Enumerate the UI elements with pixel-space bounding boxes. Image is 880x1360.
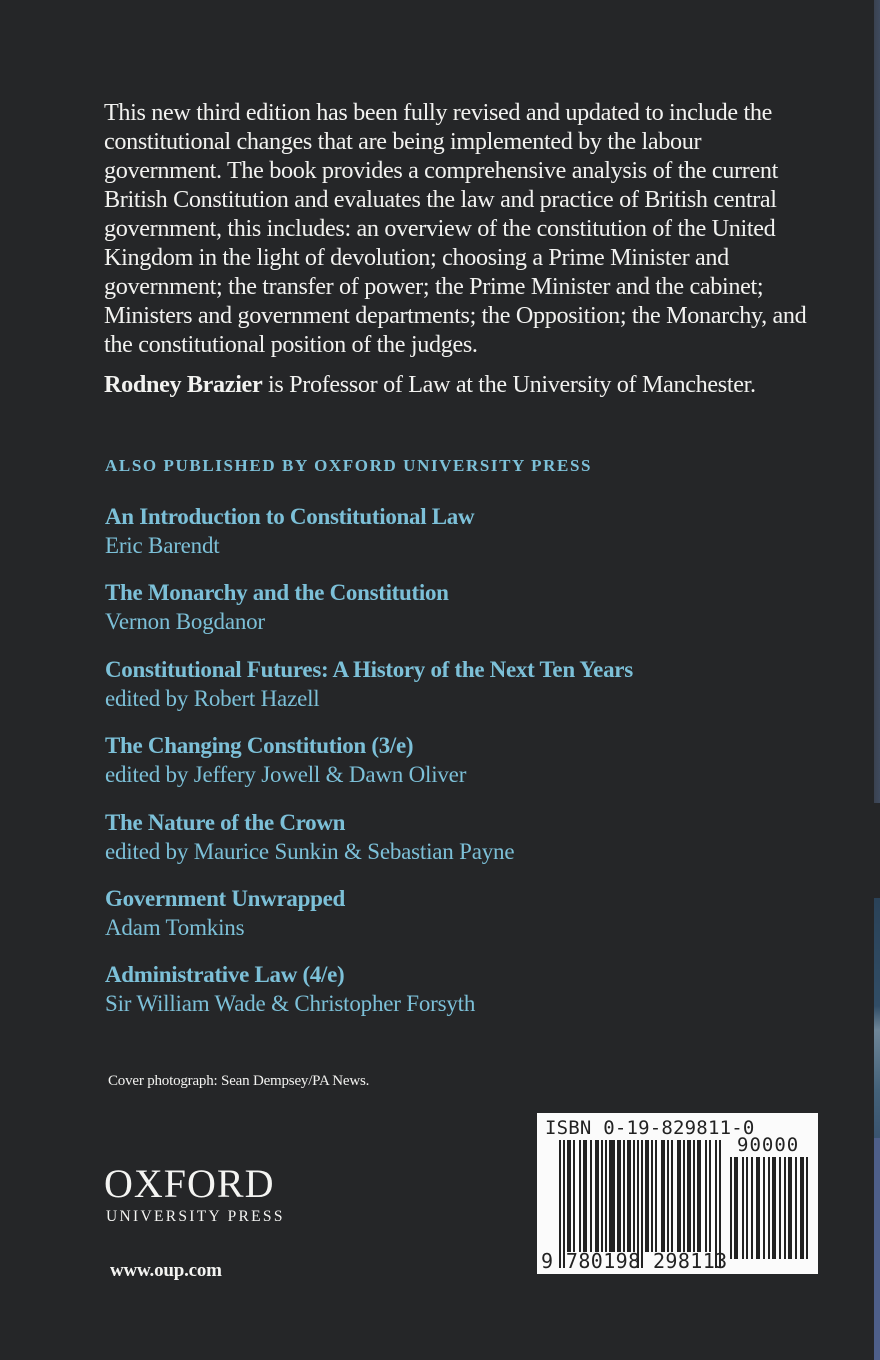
- book-item: [105, 960, 745, 1036]
- book-title: Administrative Law (4/e): [105, 962, 345, 988]
- author-description: is Professor of Law at the University of Manchester.: [262, 371, 756, 398]
- publisher-website: www.oup.com: [110, 1260, 222, 1281]
- book-author: Sir William Wade & Christopher Forsyth: [105, 991, 476, 1017]
- book-title: Constitutional Futures: A History of the Next Ten Years: [105, 656, 633, 682]
- also-published-heading: ALSO PUBLISHED BY OXFORD UNIVERSITY PRESS: [105, 456, 593, 475]
- book-item: [105, 502, 745, 578]
- book-author: edited by Jeffery Jowell & Dawn Oliver: [105, 762, 467, 788]
- book-blurb: This new third edition has been fully revised and updated to include the constitutional changes that are being implemented by the labour government. The book provides a comprehensive analysis of the current British Constitution and evaluates the law and practice of British central government, this includes: an overview of the constitution of the United Kingdom in the light of devolution; choosing a Prime Minister and government; the transfer of power; the Prime Minister and the cabinet; Ministers and government departments; the Opposition; the Monarchy, and the constitutional position of the judges.: [104, 99, 807, 358]
- also-published-list: [105, 502, 745, 1037]
- book-author: edited by Robert Hazell: [105, 685, 320, 711]
- spine-strip-top: [874, 0, 880, 803]
- book-title: The Changing Constitution (3/e): [105, 733, 414, 759]
- spine-strip-bottom: [874, 1138, 880, 1360]
- book-author: Vernon Bogdanor: [105, 609, 265, 635]
- book-item: [105, 731, 745, 807]
- book-item: [105, 578, 745, 654]
- ean-number: 9 780198 298113: [541, 1249, 728, 1273]
- cover-photo-credit: Cover photograph: Sean Dempsey/PA News.: [108, 1073, 370, 1089]
- logo-wordmark: OXFORD: [104, 1161, 275, 1206]
- book-title: The Monarchy and the Constitution: [105, 580, 449, 606]
- oxford-logo: [104, 1161, 285, 1226]
- book-item: [105, 655, 745, 731]
- addon-barcode-bars-icon: [730, 1157, 810, 1259]
- book-author: Adam Tomkins: [105, 914, 245, 940]
- author-name: Rodney Brazier: [104, 371, 263, 398]
- book-item: [105, 884, 745, 960]
- book-title: An Introduction to Constitutional Law: [105, 504, 475, 529]
- price-code: 90000: [737, 1134, 800, 1156]
- isbn-number: ISBN 0-19-829811-0: [545, 1117, 755, 1139]
- author-note: [104, 370, 824, 399]
- book-title: The Nature of the Crown: [105, 809, 346, 835]
- isbn-barcode: [537, 1113, 818, 1274]
- logo-subtitle: UNIVERSITY PRESS: [106, 1208, 285, 1225]
- book-title: Government Unwrapped: [105, 885, 345, 911]
- book-author: Eric Barendt: [105, 533, 220, 558]
- spine-photo-strip: [874, 898, 880, 1138]
- book-author: edited by Maurice Sunkin & Sebastian Payne: [105, 838, 515, 864]
- book-item: [105, 808, 745, 884]
